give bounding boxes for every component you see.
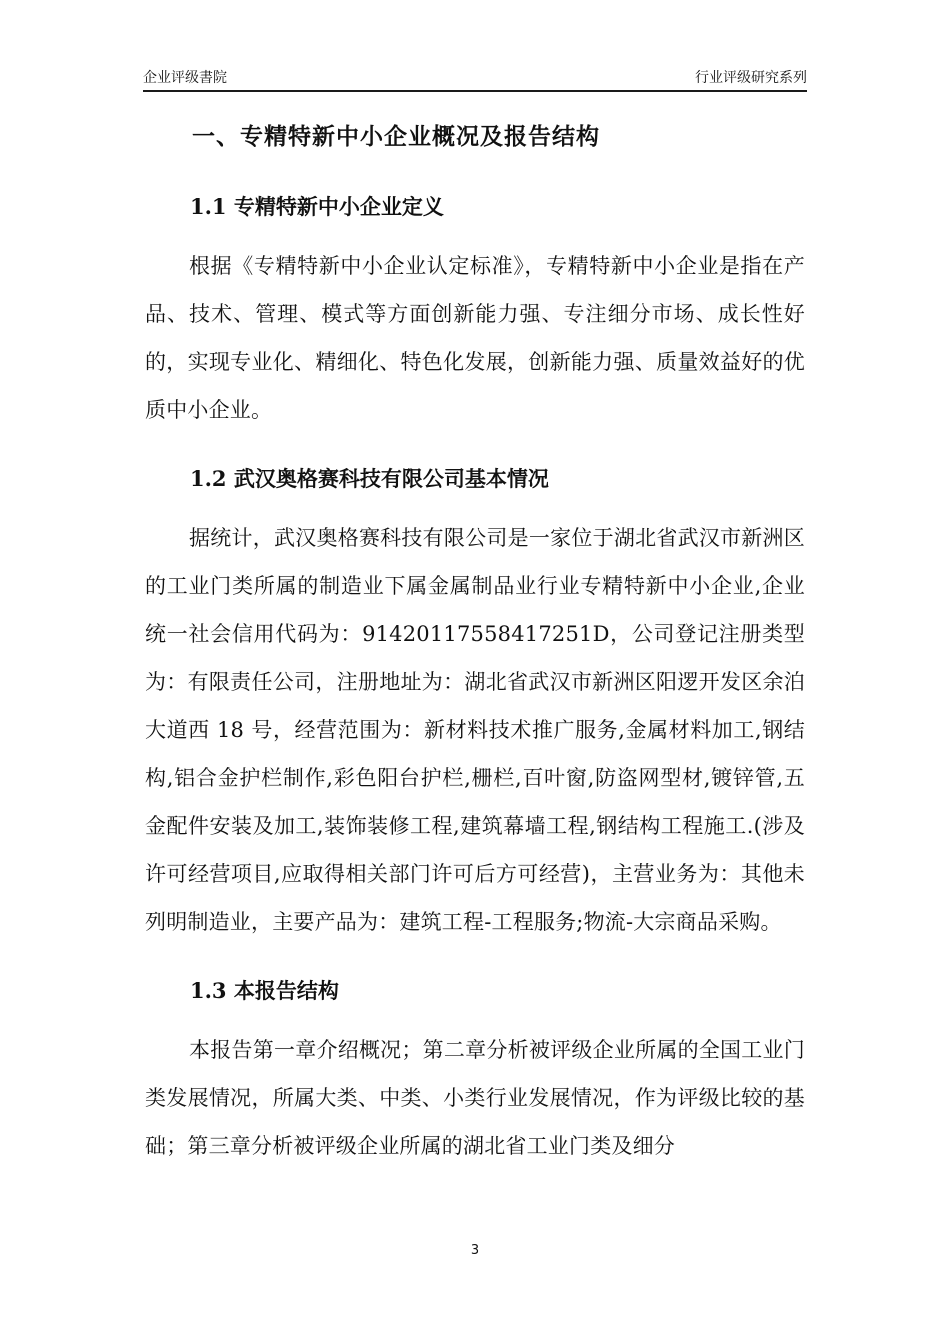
header-publisher: 企业评级書院	[143, 70, 227, 86]
document-body	[145, 112, 805, 1170]
section-1-2-paragraph: 据统计，武汉奥格赛科技有限公司是一家位于湖北省武汉市新洲区的工业门类所属的制造业下属金属制品业行业专精特新中小企业,企业统一社会信用代码为：91420117558417251D，公司登记注册类型为：有限责任公司，注册地址为：湖北省武汉市新洲区阳逻开发区余泊大道西 18 号，经营范围为：新材料技术推广服务,金属材料加工,钢结构,铝合金护栏制作,彩色阳台护栏,栅栏,百叶窗,防盗网型材,镀锌管,五金配件安装及加工,装饰装修工程,建筑幕墙工程,钢结构工程施工.(涉及许可经营项目,应取得相关部门许可后方可经营)，主营业务为：其他未列明制造业，主要产品为：建筑工程-工程服务;物流-大宗商品采购。	[145, 526, 805, 934]
header-series: 行业评级研究系列	[695, 70, 807, 86]
chapter-title: 一、专精特新中小企业概况及报告结构	[192, 123, 600, 150]
section-1-1-paragraph: 根据《专精特新中小企业认定标准》，专精特新中小企业是指在产品、技术、管理、模式等方面创新能力强、专注细分市场、成长性好的，实现专业化、精细化、特色化发展，创新能力强、质量效益好的优质中小企业。	[145, 254, 805, 422]
page-header	[143, 68, 807, 92]
section-title-1-3: 1.3 本报告结构	[190, 978, 339, 1003]
section-title-1-1: 1.1 专精特新中小企业定义	[190, 194, 444, 219]
section-title-1-2: 1.2 武汉奥格赛科技有限公司基本情况	[190, 466, 549, 491]
page-number: 3	[470, 1243, 480, 1258]
section-1-3-paragraph: 本报告第一章介绍概况；第二章分析被评级企业所属的全国工业门类发展情况，所属大类、中类、小类行业发展情况，作为评级比较的基础；第三章分析被评级企业所属的湖北省工业门类及细分	[145, 1038, 805, 1158]
